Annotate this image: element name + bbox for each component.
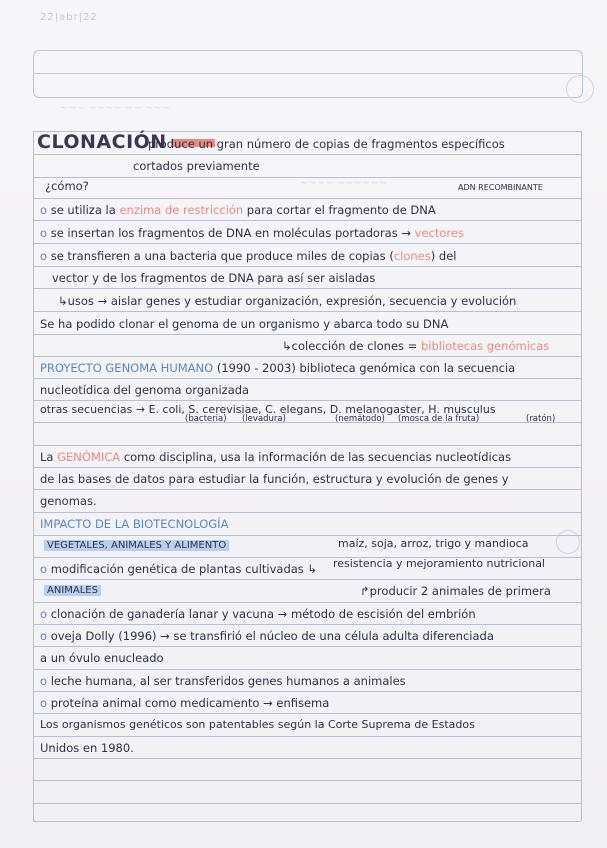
text-line: o modificación genética de plantas cultivadas ↳: [40, 562, 318, 576]
date-label: 22|abr|22: [40, 12, 98, 23]
text-line: resistencia y mejoramiento nutricional: [333, 557, 545, 570]
text-line: o se transfieren a una bacteria que produce miles de copias (clones) del: [40, 249, 457, 263]
text-line: nucleotídica del genoma organizada: [40, 383, 250, 397]
page-title: CLONACIÓN: [37, 131, 215, 153]
section-heading: IMPACTO DE LA BIOTECNOLOGÍA: [40, 517, 229, 531]
bleed-through-text: ~~~ ~~~~ ~~ ~~~: [60, 103, 171, 114]
text-line: (mosca de la fruta): [398, 414, 480, 424]
text-line: La GENÓMICA como disciplina, usa la información de las secuencias nucleotídicas: [40, 450, 512, 464]
text-line: o se insertan los fragmentos de DNA en moléculas portadoras → vectores: [40, 226, 464, 240]
text-line: o oveja Dolly (1996) → se transfirió el núcleo de una célula adulta diferenciada: [40, 629, 494, 643]
header-box: [33, 50, 583, 98]
ring-hole-icon: [566, 75, 594, 103]
text-line: genomas.: [40, 494, 97, 508]
text-line: o proteína animal como medicamento → enfisema: [40, 696, 330, 710]
text-line: ↳colección de clones = bibliotecas genómicas: [282, 339, 550, 353]
section-label: ANIMALES: [44, 585, 101, 596]
text-line: a un óvulo enucleado: [40, 651, 164, 665]
text-line: ADN RECOMBINANTE: [458, 183, 543, 192]
text-line: maíz, soja, arroz, trigo y mandioca: [338, 537, 529, 550]
text-line: Los organismos genéticos son patentables según la Corte Suprema de Estados: [40, 718, 475, 731]
text-line: ¿cómo?: [45, 179, 89, 193]
section-label: VEGETALES, ANIMALES Y ALIMENTO: [44, 540, 229, 551]
text-line: (levadura): [242, 414, 286, 424]
text-line: PROYECTO GENOMA HUMANO (1990 - 2003) biblioteca genómica con la secuencia: [40, 361, 516, 375]
text-line: (nemátodo): [335, 414, 385, 424]
text-line: de las bases de datos para estudiar la función, estructura y evolución de genes y: [40, 472, 509, 486]
text-line: vector y de los fragmentos de DNA para así ser aisladas: [52, 271, 376, 285]
text-line: Se ha podido clonar el genoma de un organismo y abarca todo su DNA: [40, 317, 449, 331]
ring-hole-icon: [556, 530, 580, 554]
text-line: Unidos en 1980.: [40, 741, 134, 755]
text-line: otras secuencias → E. coli, S. cerevisiae, C. elegans, D. melanogaster, H. musculus: [40, 403, 496, 416]
text-line: o se utiliza la enzima de restricción para cortar el fragmento de DNA: [40, 203, 436, 217]
bleed-through-text: ~~~~ ~~~~~~: [300, 178, 387, 189]
text-line: (ratón): [526, 414, 556, 424]
text-line: (bacteria): [185, 414, 227, 424]
text-line: cortados previamente: [133, 159, 260, 173]
text-line: ↳usos → aislar genes y estudiar organización, expresión, secuencia y evolución: [58, 294, 517, 308]
text-line: o clonación de ganadería lanar y vacuna → método de escisión del embrión: [40, 607, 476, 621]
text-line: o leche humana, al ser transferidos genes humanos a animales: [40, 674, 406, 688]
text-line: produce un gran número de copias de fragmentos específicos: [148, 137, 505, 151]
text-line: ↱producir 2 animales de primera: [360, 584, 551, 598]
